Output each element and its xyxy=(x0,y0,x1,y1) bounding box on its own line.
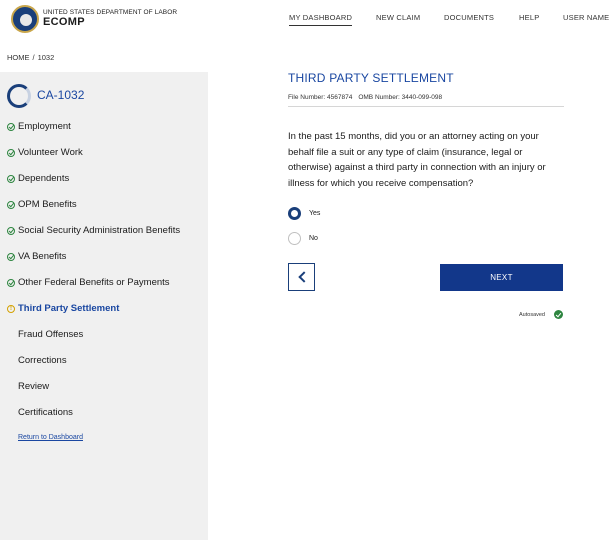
check-circle-icon xyxy=(7,279,15,287)
department-name: UNITED STATES DEPARTMENT OF LABOR xyxy=(43,9,178,16)
check-circle-icon xyxy=(7,175,15,183)
step-label: Fraud Offenses xyxy=(18,329,84,340)
sidebar-step-opm-benefits[interactable] xyxy=(7,199,77,210)
check-circle-icon xyxy=(7,123,15,131)
step-label: Volunteer Work xyxy=(18,147,83,158)
check-circle-filled-icon xyxy=(554,310,563,319)
step-label: Other Federal Benefits or Payments xyxy=(18,277,170,288)
sidebar-step-review[interactable] xyxy=(7,381,49,392)
sidebar-step-dependents[interactable] xyxy=(7,173,69,184)
step-label: Corrections xyxy=(18,355,67,366)
radio-yes-label[interactable]: Yes xyxy=(309,210,321,217)
dol-seal-logo xyxy=(11,5,39,33)
step-label: OPM Benefits xyxy=(18,199,77,210)
app-name[interactable]: ECOMP xyxy=(43,16,85,28)
nav-my-dashboard[interactable]: MY DASHBOARD xyxy=(289,13,352,26)
nav-new-claim[interactable]: NEW CLAIM xyxy=(376,13,421,22)
autosaved-label: Autosaved xyxy=(519,312,545,318)
breadcrumb xyxy=(7,53,54,62)
chevron-left-icon xyxy=(298,271,309,282)
sidebar-step-fraud-offenses[interactable] xyxy=(7,329,83,340)
site-header xyxy=(0,0,615,40)
step-label: Employment xyxy=(18,121,71,132)
radio-yes[interactable] xyxy=(288,207,301,220)
warning-circle-icon: ! xyxy=(7,305,15,313)
sidebar-step-corrections[interactable] xyxy=(7,355,67,366)
step-label: Social Security Administration Benefits xyxy=(18,225,181,236)
nav-documents[interactable]: DOCUMENTS xyxy=(444,13,495,22)
form-meta xyxy=(288,94,448,101)
sidebar-step-certifications[interactable] xyxy=(7,407,73,418)
breadcrumb-separator: / xyxy=(32,53,35,62)
sidebar-step-third-party-settlement[interactable] xyxy=(7,303,119,314)
nav-user-name[interactable]: USER NAME xyxy=(563,13,610,22)
sidebar-step-va-benefits[interactable] xyxy=(7,251,66,262)
omb-number: OMB Number: 3440-099-098 xyxy=(358,94,443,101)
sidebar-step-other-federal-benefits[interactable] xyxy=(7,277,170,288)
sidebar-step-ssa-benefits[interactable] xyxy=(7,225,180,236)
step-label: Third Party Settlement xyxy=(18,303,120,314)
check-circle-icon xyxy=(7,227,15,235)
check-circle-icon xyxy=(7,149,15,157)
breadcrumb-current: 1032 xyxy=(37,53,55,62)
check-circle-icon xyxy=(7,253,15,261)
nav-help[interactable]: HELP xyxy=(519,13,540,22)
divider xyxy=(288,106,564,107)
file-number: File Number: 4567874 xyxy=(288,94,353,101)
radio-no[interactable] xyxy=(288,232,301,245)
sidebar-step-volunteer-work[interactable] xyxy=(7,147,83,158)
step-label: Review xyxy=(18,381,50,392)
return-to-dashboard-link[interactable]: Return to Dashboard xyxy=(18,434,83,441)
question-text: In the past 15 months, did you or an attorney acting on your behalf file a suit or any type of claim (insurance, legal or otherwise) against a third party in connection with an injury or illness for which you receive compensation? xyxy=(288,131,546,189)
next-button[interactable]: NEXT xyxy=(440,264,563,291)
back-button[interactable] xyxy=(288,263,315,291)
sidebar-step-employment[interactable] xyxy=(7,121,71,132)
progress-ring-icon xyxy=(7,84,31,108)
check-circle-icon xyxy=(7,201,15,209)
step-label: Dependents xyxy=(18,173,70,184)
radio-no-label[interactable]: No xyxy=(309,235,318,242)
section-title: THIRD PARTY SETTLEMENT xyxy=(288,71,454,85)
step-label: VA Benefits xyxy=(18,251,67,262)
breadcrumb-home[interactable]: HOME xyxy=(7,53,30,62)
step-label: Certifications xyxy=(18,407,73,418)
claim-title: CA-1032 xyxy=(37,88,85,102)
